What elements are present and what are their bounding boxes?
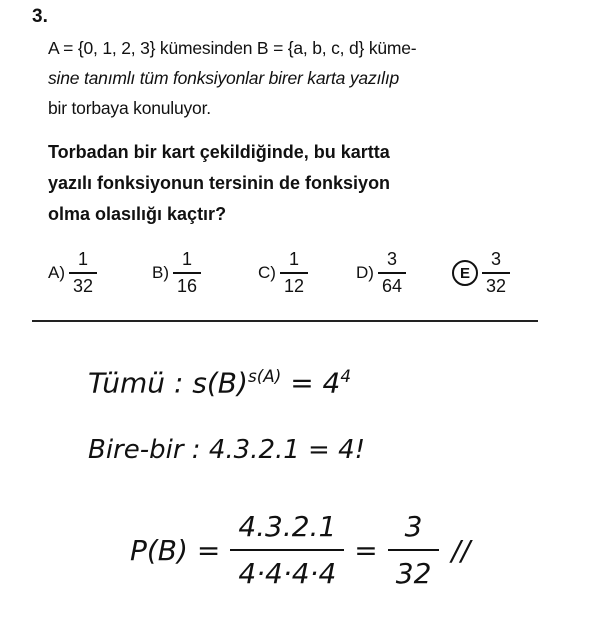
choice-c-fraction [280, 249, 308, 297]
question-prompt-line-2: yazılı fonksiyonun tersinin de fonksiyon [48, 173, 391, 193]
choice-e-marked[interactable] [452, 243, 510, 303]
handwritten-total-count [88, 366, 351, 399]
hw-prob-result-denominator: 32 [388, 549, 440, 590]
choice-a-denominator: 32 [69, 272, 97, 297]
hw-total-base: s(B) [192, 366, 248, 400]
hw-prob-equals: = [354, 533, 378, 567]
choice-c-letter: C) [258, 263, 276, 282]
choice-e-fraction [482, 249, 510, 297]
choice-b-denominator: 16 [173, 272, 201, 297]
question-prompt-line-1: Torbadan bir kart çekildiğinde, bu kartta [48, 142, 390, 162]
hw-prob-numerator: 4.3.2.1 [238, 510, 337, 543]
choice-c-numerator: 1 [288, 249, 299, 269]
handwritten-probability [130, 510, 470, 590]
hw-prob-denominator: 4·4·4·4 [230, 549, 344, 590]
choice-c[interactable] [258, 243, 308, 303]
choice-e-denominator: 32 [482, 272, 510, 297]
choice-b-numerator: 1 [182, 249, 193, 269]
choice-d-letter: D) [356, 263, 374, 282]
hw-prob-end-mark: // [451, 533, 471, 567]
hw-prob-result-numerator: 3 [404, 510, 423, 543]
choice-e-circled-letter: E [452, 260, 478, 286]
choice-e-numerator: 3 [491, 249, 502, 269]
question-number: 3. [32, 6, 48, 27]
choice-a-numerator: 1 [78, 249, 89, 269]
question-line-2: sine tanımlı tüm fonksiyonlar birer karta yazılıp [48, 68, 400, 88]
choice-d-fraction [378, 249, 406, 297]
hw-total-exponent: s(A) [247, 366, 282, 386]
choice-b[interactable] [152, 243, 201, 303]
choice-c-denominator: 12 [280, 272, 308, 297]
choice-b-letter: B) [152, 263, 169, 282]
choice-d[interactable] [356, 243, 406, 303]
separator-line [32, 320, 538, 322]
choice-d-denominator: 64 [378, 272, 406, 297]
choice-a-letter: A) [48, 263, 65, 282]
choice-b-fraction [173, 249, 201, 297]
choice-a-fraction [69, 249, 97, 297]
choice-d-numerator: 3 [386, 249, 397, 269]
handwritten-bijection-count: Bire-bir : 4.3.2.1 = 4! [88, 435, 366, 465]
hw-prob-lhs: P(B) = [130, 533, 221, 567]
choice-a[interactable] [48, 243, 97, 303]
hw-total-label: Tümü : [88, 366, 184, 400]
hw-total-result: = 4 [290, 366, 341, 400]
question-line-1: A = {0, 1, 2, 3} kümesinden B = {a, b, c, d} küme- [48, 38, 417, 58]
question-prompt-line-3: olma olasılığı kaçtır? [48, 204, 227, 224]
hw-prob-result-fraction [388, 510, 440, 590]
hw-prob-fraction [230, 510, 344, 590]
hw-total-power: 4 [340, 366, 352, 386]
question-line-3: bir torbaya konuluyor. [48, 98, 211, 118]
